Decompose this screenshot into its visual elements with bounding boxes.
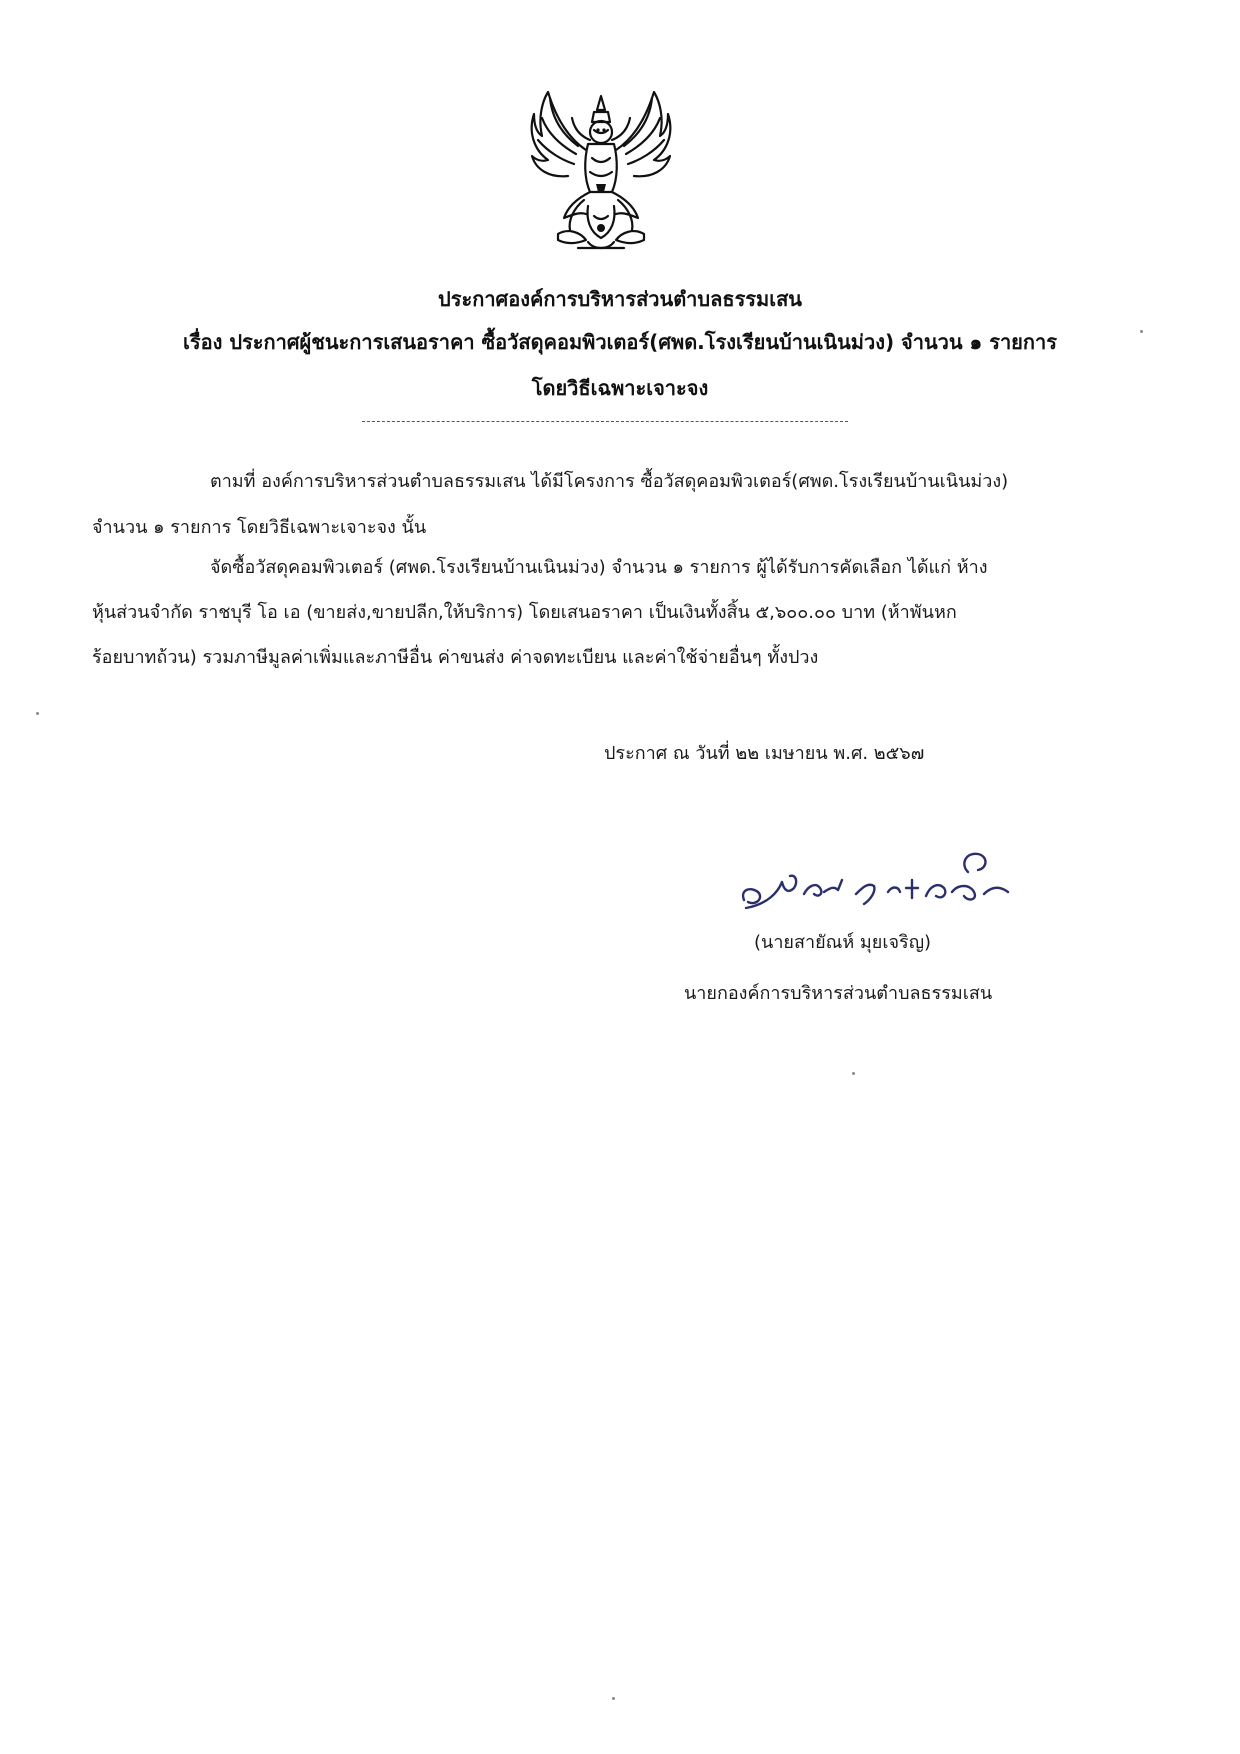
paragraph2-line2: หุ้นส่วนจำกัด ราชบุรี โอ เอ (ขายส่ง,ขายปลีก,ให้บริการ) โดยเสนอราคา เป็นเงินทั้งสิ้น ๕,๖๐๐.๐๐ บาท (ห้าพันหก <box>92 602 957 623</box>
paragraph2-line3: ร้อยบาทถ้วน) รวมภาษีมูลค่าเพิ่มและภาษีอื่น ค่าขนส่ง ค่าจดทะเบียน และค่าใช้จ่ายอื่นๆ ทั้งปวง <box>92 647 819 668</box>
garuda-emblem-icon <box>528 88 674 258</box>
signer-name: (นายสายัณห์ มุยเจริญ) <box>754 932 932 953</box>
paragraph1-line2: จำนวน ๑ รายการ โดยวิธีเฉพาะเจาะจง นั้น <box>92 517 427 538</box>
signer-title: นายกองค์การบริหารส่วนตำบลธรรมเสน <box>684 983 993 1004</box>
announcement-date: ประกาศ ณ วันที่ ๒๒ เมษายน พ.ศ. ๒๕๖๗ <box>604 743 925 764</box>
paragraph1-line1: ตามที่ องค์การบริหารส่วนตำบลธรรมเสน ได้มีโครงการ ซื้อวัสดุคอมพิวเตอร์(ศพด.โรงเรียนบ้านเนินม่วง) <box>210 471 1009 492</box>
procurement-method: โดยวิธีเฉพาะเจาะจง <box>531 376 709 400</box>
scan-speck <box>1140 330 1143 333</box>
handwritten-signature-icon <box>738 842 1020 914</box>
announcement-title: ประกาศองค์การบริหารส่วนตำบลธรรมเสน <box>438 287 802 311</box>
scan-speck <box>852 1072 855 1075</box>
paragraph2-line1: จัดซื้อวัสดุคอมพิวเตอร์ (ศพด.โรงเรียนบ้านเนินม่วง) จำนวน ๑ รายการ ผู้ได้รับการคัดเลือก ได้แก่ ห้าง <box>210 557 988 578</box>
scan-speck <box>612 1697 615 1700</box>
scan-speck <box>36 712 39 715</box>
announcement-subject: เรื่อง ประกาศผู้ชนะการเสนอราคา ซื้อวัสดุคอมพิวเตอร์(ศพด.โรงเรียนบ้านเนินม่วง) จำนวน ๑ รายการ <box>183 330 1057 354</box>
divider-line <box>362 421 848 422</box>
